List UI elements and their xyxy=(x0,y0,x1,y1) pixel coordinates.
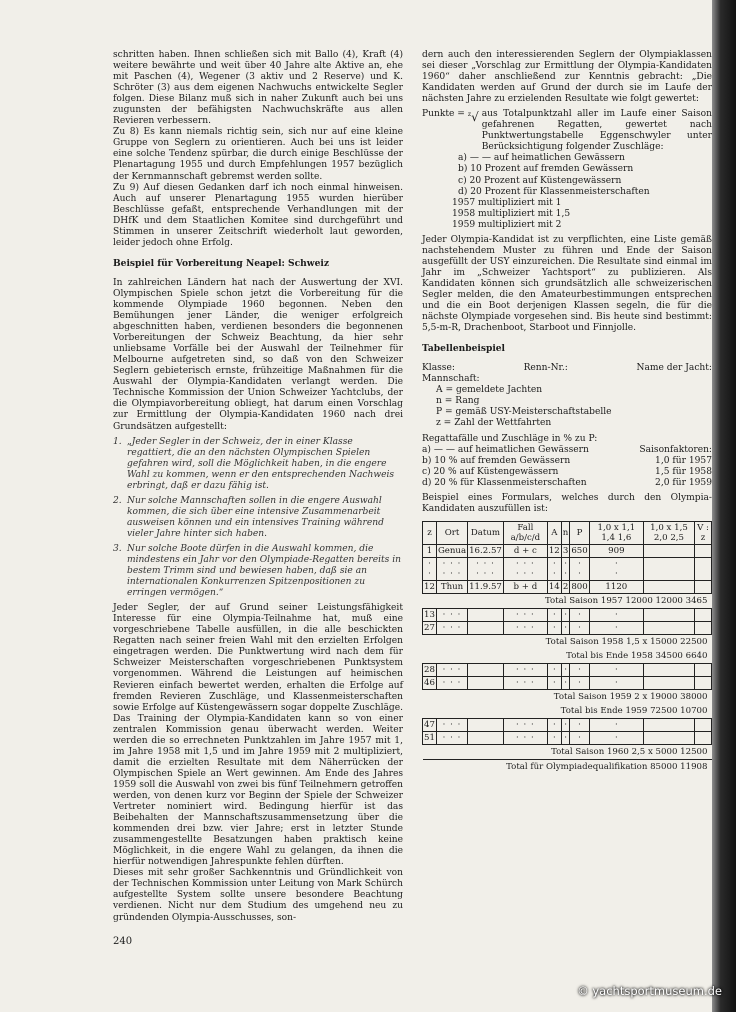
table-cell: · · xyxy=(570,557,589,580)
legend-item: n = Rang xyxy=(436,396,480,407)
table-cell: · xyxy=(547,731,561,744)
table-cell: 27 xyxy=(424,622,435,633)
table-cell: · xyxy=(589,731,643,744)
table-cell: · xyxy=(589,621,643,634)
table-cell: · xyxy=(561,621,570,634)
regatta-row xyxy=(422,478,712,489)
total-text: Total Saison 1958 1,5 x 15000 22500 xyxy=(545,636,708,647)
table-cell: · · · xyxy=(436,621,467,634)
formula-right: aus Totalpunktzahl aller im Laufe einer Saison gefahrenen Regatten, gewertet nach Punktwertungstabelle Eggenschwyler unter Berücksichtigung folgender Zuschläge: xyxy=(481,109,712,153)
total-row xyxy=(423,704,712,719)
table-cell xyxy=(643,676,694,689)
regatta-case: b) 10 % auf fremden Gewässern xyxy=(422,455,571,466)
col-header: Datum xyxy=(468,521,504,544)
regatta-factor: 2,0 für 1959 xyxy=(655,477,712,488)
table-row xyxy=(423,731,712,744)
total-text: Total für Olympiadequalifikation 85000 11908 xyxy=(423,759,712,774)
table-cell xyxy=(694,663,711,676)
table-cell: · · · xyxy=(436,663,467,676)
table-cell: · xyxy=(561,718,570,731)
form-header-row xyxy=(422,363,712,374)
zuschlag-item: d) 20 Prozent für Klassenmeisterschaften xyxy=(458,186,650,197)
paragraph: Zu 9) Auf diesen Gedanken darf ich noch einmal hinweisen. Auch auf unserer Plenartagung 1955 wurden hierüber Beschlüsse gefaßt, entsprechende Verhandlungen mit der DHfK und dem Staatlichen Komitee sind durchgeführt und Stimmen in unserer Zeitschrift wiederholt laut geworden, leider jedoch ohne Erfolg. xyxy=(113,182,403,248)
table-cell: 11.9.57 xyxy=(469,581,502,592)
table-cell: · · xyxy=(547,557,561,580)
table-row-dots xyxy=(423,557,712,580)
table-row xyxy=(423,544,712,557)
table-cell: · xyxy=(589,718,643,731)
root-sign xyxy=(468,109,479,123)
legend-item: z = Zahl der Wettfahrten xyxy=(436,418,552,429)
total-row xyxy=(423,744,712,759)
paragraph: Jeder Olympia-Kandidat ist zu verpflichten, eine Liste gemäß nachstehendem Muster zu führen und Ende der Saison ausgefüllt der USY einzureichen. Die Resultate sind einmal im Jahr im „Schweizer Yachtsport“ zu publizieren. Als Kandidaten können sich grundsätzlich alle schweizerischen Segler melden, die den Amateurbestimmungen entsprechen und die ein Boot derjenigen Klassen segeln, die für die nächste Olympiade vorgesehen sind. Bis heute sind bestimmt: 5,5-m-R, Drachenboot, Starboot und Finnjolle. xyxy=(422,234,712,334)
table-cell xyxy=(643,718,694,731)
table-cell: · · · xyxy=(503,608,547,621)
table-cell: · xyxy=(570,663,589,676)
quote-item xyxy=(113,437,403,492)
table-cell: 2 xyxy=(562,581,569,592)
table-cell: · · · xyxy=(436,676,467,689)
mannschaft-label: Mannschaft: xyxy=(422,374,480,385)
total-row xyxy=(423,593,712,608)
table-cell: · xyxy=(561,663,570,676)
quote-text: Nur solche Boote dürfen in die Auswahl kommen, die mindestens ein Jahr vor den Olympiade-Regatten bereits in bestem Trimm sind und bewiesen haben, daß sie an internationalen Konkurrenzen Spitzenpositionen zu erringen vermögen.“ xyxy=(127,543,401,599)
paragraph: Beispiel eines Formulars, welches durch den Olympia-Kandidaten auszufüllen ist: xyxy=(422,492,712,514)
table-cell: Thun xyxy=(436,580,467,593)
table-cell: · xyxy=(589,608,643,621)
table-row xyxy=(423,663,712,676)
table-cell xyxy=(694,621,711,634)
col-header: n xyxy=(561,521,570,544)
total-row xyxy=(423,634,712,649)
table-cell: 46 xyxy=(424,677,435,688)
table-cell: · xyxy=(561,731,570,744)
table-heading: Tabellenbeispiel xyxy=(422,343,506,355)
left-column xyxy=(113,50,403,924)
renn-nr-label: Renn-Nr.: xyxy=(523,363,568,374)
quote-number: 3. xyxy=(113,543,122,554)
total-text: Total bis Ende 1959 72500 10700 xyxy=(560,705,708,716)
table-cell: · xyxy=(570,676,589,689)
table-cell: 1 xyxy=(423,544,437,557)
col-header: P xyxy=(570,521,589,544)
legend-item: P = gemäß USY-Meisterschaftstabelle xyxy=(436,407,612,418)
zuschlag-item: b) 10 Prozent auf fremden Gewässern xyxy=(458,164,634,175)
regatta-case: a) — — auf heimatlichen Gewässern xyxy=(422,444,589,455)
table-cell: 12 xyxy=(548,545,560,556)
col-header: 1,0 x 1,1 1,4 1,6 xyxy=(589,521,643,544)
formula xyxy=(422,109,712,153)
table-cell: · xyxy=(570,718,589,731)
quote-text: „Jeder Segler in der Schweiz, der in einer Klasse regattiert, die an den nächsten Olympischen Spielen gefahren wird, soll die Möglichkeit haben, in die engere Wahl zu kommen, wenn er den entsprechenden Nachweis erbringt, daß er dazu fähig ist. xyxy=(127,436,395,491)
page-number: 240 xyxy=(113,936,133,947)
table-cell: · · · xyxy=(503,621,547,634)
book-spine-shadow xyxy=(712,0,736,1012)
table-row xyxy=(423,621,712,634)
regatta-heading: Regattafälle und Zuschläge in % zu P: xyxy=(422,433,598,444)
table-cell: · · · xyxy=(503,731,547,744)
regatta-case: c) 20 % auf Küstengewässern xyxy=(422,466,559,477)
table-cell: · · · · · · xyxy=(503,557,547,580)
table-cell: · xyxy=(570,608,589,621)
table-cell xyxy=(643,580,694,593)
regatta-row xyxy=(422,467,712,478)
right-column xyxy=(422,50,712,774)
paragraph: Zu 8) Es kann niemals richtig sein, sich nur auf eine kleine Gruppe von Seglern zu orientieren. Auch bei uns ist leider eine solche Tendenz spürbar, die durch einige Beschlüsse der Plenartagung 1955 und durch Empfehlungen 1957 bezüglich der Kernmannschaft gebremst werden sollte. xyxy=(113,127,403,182)
col-header: z xyxy=(423,521,437,544)
table-cell: · · · xyxy=(436,718,467,731)
total-row xyxy=(423,759,712,774)
regatta-row xyxy=(422,445,712,456)
zuschlag-item: c) 20 Prozent auf Küstengewässern xyxy=(458,175,622,186)
formula-left: Punkte = xyxy=(422,109,465,120)
table-cell xyxy=(643,557,694,580)
table-row xyxy=(423,608,712,621)
table-cell: 13 xyxy=(424,609,435,620)
regatta-factor: 1,0 für 1957 xyxy=(655,455,712,466)
table-cell xyxy=(643,608,694,621)
table-cell: 650 xyxy=(571,545,588,556)
col-header: Fall a/b/c/d xyxy=(503,521,547,544)
table-cell: · xyxy=(547,621,561,634)
paragraph: In zahlreichen Ländern hat nach der Auswertung der XVI. Olympischen Spiele schon jetzt die Vorbereitung für die kommende Olympiade 1960 begonnen. Neben den Bemühungen jener Länder, die weniger erfolgreich abgeschnitten haben, verdienen besonders die begonnenen Vorbereitungen der Schweiz Beachtung, da hier sehr unliebsame Vorfälle bei der Auswahl der Teilnehmer für Melbourne aufgetreten sind, so daß von den Schweizer Seglern gebieterisch ernste, frühzeitige Maßnahmen für die Auswahl der Olympia-Kandidaten verlangt werden. Die Technische Kommission der Union Schweizer Yachtclubs, der die Olympiavorbereitung obliegt, hat darum einen Vorschlag zur Ermittlung der Olympia-Kandidaten 1960 nach drei Grundsätzen aufgestellt: xyxy=(113,277,403,432)
table-row xyxy=(423,718,712,731)
table-cell: 3 xyxy=(562,545,569,556)
table-cell: 909 xyxy=(589,544,643,557)
table-cell: · · · xyxy=(503,718,547,731)
table-cell: d + c xyxy=(503,544,547,557)
table-cell: · · xyxy=(561,557,570,580)
table-cell xyxy=(468,731,504,744)
table-cell: · xyxy=(547,676,561,689)
table-cell: 47 xyxy=(424,719,435,730)
col-header: V : z xyxy=(694,521,711,544)
table-cell: · · · xyxy=(503,663,547,676)
paragraph: schritten haben. Ihnen schließen sich mit Ballo (4), Kraft (4) weitere bewährte und weit über 40 Jahre alte Aktive an, ehe mit Paschen (4), Wegener (3 aktiv und 2 Reserve) und K. Schröter (3) aus dem eigenen Nachwuchs entwickelte Segler folgen. Diese Bilanz muß sich in naher Zukunft auch bei uns zugunsten der befähigsten Nachwuchskräfte aus allen Revieren verbessern. xyxy=(113,50,403,127)
table-cell xyxy=(694,718,711,731)
table-cell: 51 xyxy=(424,732,435,743)
table-cell: · xyxy=(589,663,643,676)
table-cell: · xyxy=(547,608,561,621)
table-cell: 12 xyxy=(424,581,435,592)
table-cell xyxy=(643,621,694,634)
total-text: Total Saison 1959 2 x 19000 38000 xyxy=(553,691,708,702)
total-text: Total Saison 1960 2,5 x 5000 12500 xyxy=(551,746,708,757)
legend-item: A = gemeldete Jachten xyxy=(436,385,543,396)
quote-number: 1. xyxy=(113,436,122,447)
table-cell xyxy=(468,718,504,731)
table-cell: · xyxy=(561,608,570,621)
quote-text: Nur solche Mannschaften sollen in die engere Auswahl kommen, die sich über eine intensive Zusammenarbeit ausweisen können und ein intensives Training während vieler Jahre hinter sich haben. xyxy=(127,495,384,539)
table-row xyxy=(423,580,712,593)
table-cell: 28 xyxy=(424,664,435,675)
table-cell: · xyxy=(547,663,561,676)
quote-item xyxy=(113,496,403,540)
table-cell xyxy=(468,621,504,634)
col-header: Ort xyxy=(436,521,467,544)
table-cell: 16.2.57 xyxy=(469,545,502,556)
table-cell xyxy=(694,608,711,621)
root-symbol: √ xyxy=(471,110,479,125)
table-row xyxy=(423,676,712,689)
total-text: Total bis Ende 1958 34500 6640 xyxy=(566,650,708,661)
quote-item xyxy=(113,544,403,599)
table-header-row xyxy=(423,521,712,544)
paragraph: Dieses mit sehr großer Sachkenntnis und Gründlichkeit von der Technischen Kommission unter Leitung von Mark Schürch aufgestellte System sollte unsere besondere Beachtung verdienen. Nicht nur dem Studium des umgehend neu zu gründenden Olympia-Ausschusses, son- xyxy=(113,868,403,923)
col-header: A xyxy=(547,521,561,544)
table-cell xyxy=(643,544,694,557)
table-cell: · · · xyxy=(436,731,467,744)
zuschlag-item: a) — — auf heimatlichen Gewässern xyxy=(458,153,625,164)
regatta-heading-row xyxy=(422,434,712,445)
table-cell: 14 xyxy=(548,581,560,592)
col-header: 1,0 x 1,5 2,0 2,5 xyxy=(643,521,694,544)
table-cell: · xyxy=(570,621,589,634)
table-cell xyxy=(694,557,711,580)
total-row xyxy=(423,649,712,664)
paragraph: Jeder Segler, der auf Grund seiner Leistungsfähigkeit Interesse für eine Olympia-Teilnahme hat, muß eine vorgeschriebene Tabelle ausfüllen, in die alle beschickten Regatten nach seiner freien Wahl mit den erzielten Erfolgen eingetragen werden. Die Punktwertung wird nach dem für Schweizer Meisterschaften vorgeschriebenen Punktsystem vorgenommen. Während die Leistungen auf heimischen Revieren einfach bewertet werden, erhalten die Erfolge auf fremden Revieren Zuschläge, und Klassenmeisterschaften sowie Erfolge auf Küstengewässern sogar doppelte Zuschläge. Das Training der Olympia-Kandidaten kann so von einer zentralen Kommission genau überwacht werden. Weiter werden die so errechneten Punktzahlen im Jahre 1957 mit 1, im Jahre 1958 mit 1,5 und im Jahre 1959 mit 2 multipliziert, damit die erzielten Resultate mit dem Näherrücken der Olympischen Spiele an Wert gewinnen. Am Ende des Jahres 1959 soll die Auswahl von zwei bis fünf Teilnehmern getroffen werden, von denen kurz vor Beginn der Spiele der Schweizer Vertreter nominiert wird. Bedingung hierfür ist das Beibehalten der Mannschaftszusammensetzung über die kommenden drei bzw. vier Jahre; erst in letzter Stunde zusammengestellte Besatzungen haben praktisch keine Möglichkeit, in die engere Wahl zu gelangen, da ihnen die hierfür notwendigen Jahrespunkte fehlen dürften. xyxy=(113,603,403,868)
watermark: © yachtsportmuseum.de xyxy=(577,984,722,998)
table-cell xyxy=(694,580,711,593)
root-index: z xyxy=(467,111,472,119)
table-cell: · · xyxy=(589,557,643,580)
multiplier-item: 1957 multipliziert mit 1 xyxy=(452,197,562,208)
regatta-case: d) 20 % für Klassenmeisterschaften xyxy=(422,477,587,488)
table-cell xyxy=(643,731,694,744)
table-cell xyxy=(694,676,711,689)
table-cell xyxy=(694,544,711,557)
multiplier-item: 1959 multipliziert mit 2 xyxy=(452,219,562,230)
table-cell: 1120 xyxy=(589,580,643,593)
table-cell xyxy=(643,663,694,676)
multiplier-item: 1958 multipliziert mit 1,5 xyxy=(452,208,571,219)
section-heading: Beispiel für Vorbereitung Neapel: Schweiz xyxy=(113,257,330,269)
table-cell: · · · xyxy=(503,676,547,689)
table-cell: · xyxy=(547,718,561,731)
table-cell: · xyxy=(561,676,570,689)
klasse-label: Klasse: xyxy=(422,363,455,374)
paragraph: dern auch den interessierenden Seglern der Olympiaklassen sei dieser „Vorschlag zur Ermittlung der Olympia-Kandidaten 1960“ daher anschließend zur Kenntnis gebracht: „Die Kandidaten werden auf Grund der durch sie im Laufe der nächsten Jahre zu erzielenden Resultate wie folgt gewertet: xyxy=(422,50,712,105)
table-cell: · · · · · · xyxy=(468,557,504,580)
saisonfaktoren-label: Saisonfaktoren: xyxy=(639,444,712,455)
table-cell xyxy=(694,731,711,744)
table-cell xyxy=(468,663,504,676)
quote-number: 2. xyxy=(113,495,122,506)
regatta-row xyxy=(422,456,712,467)
table-cell xyxy=(468,676,504,689)
table-cell: Genua xyxy=(437,545,467,556)
table-cell: · xyxy=(589,676,643,689)
total-text: Total Saison 1957 12000 12000 3465 xyxy=(544,595,708,606)
table-cell xyxy=(468,608,504,621)
table-cell: · xyxy=(570,731,589,744)
jacht-label: Name der Jacht: xyxy=(636,363,712,374)
table-cell: b + d xyxy=(503,580,547,593)
regatta-factor: 1,5 für 1958 xyxy=(655,466,712,477)
table-cell: · · xyxy=(423,557,437,580)
table-cell: 800 xyxy=(571,581,588,592)
example-form-table xyxy=(422,521,712,774)
total-row xyxy=(423,689,712,704)
table-cell: · · · · · · xyxy=(436,557,467,580)
table-cell: · · · xyxy=(436,608,467,621)
